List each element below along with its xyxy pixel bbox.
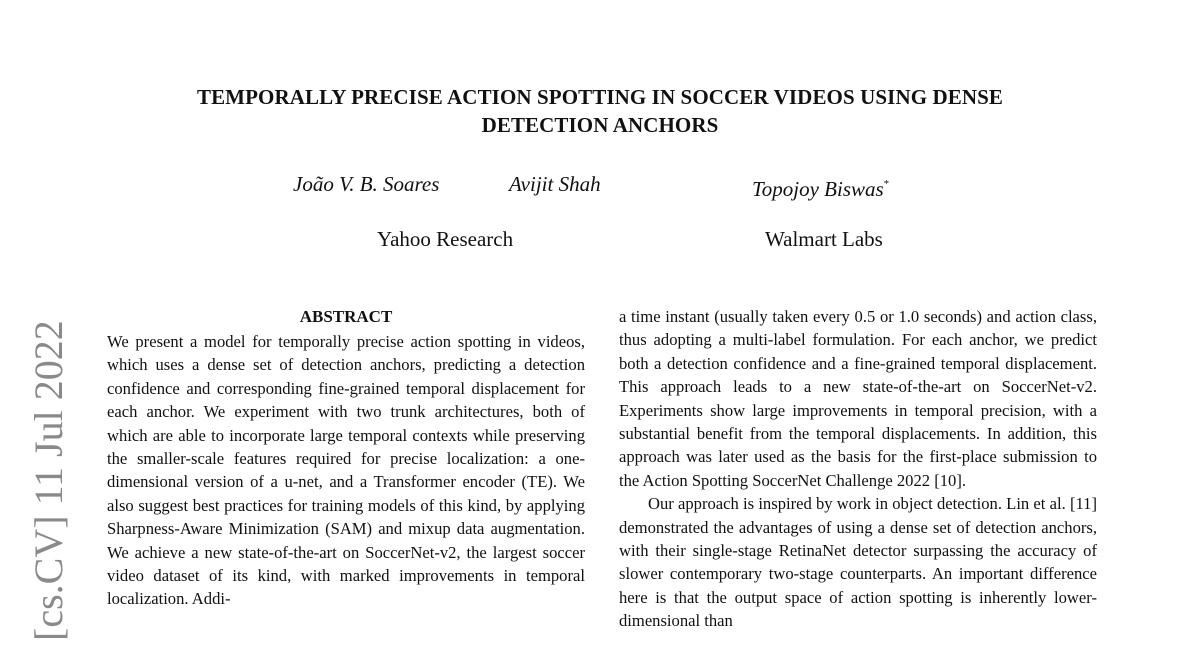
paper-title	[100, 83, 1100, 139]
abstract-text: We present a model for temporally precise action spotting in videos, which uses a dense set of detection anchors, predicting a detection confidence and corresponding fine-grained temporal displacement for each anchor. We experiment with two trunk architectures, both of which are able to incorporate large temporal contexts while preserving the smaller-scale features required for precise localization: a one-dimensional version of a u-net, and a Transformer encoder (TE). We also suggest best practices for training models of this kind, by applying Sharpness-Aware Minimization (SAM) and mixup data augmentation. We achieve a new state-of-the-art on SoccerNet-v2, the largest soccer video dataset of its kind, with marked improvements in temporal localization. Addi-	[107, 332, 585, 609]
paper-title-line-1: TEMPORALLY PRECISE ACTION SPOTTING IN SOCCER VIDEOS USING DENSE	[196, 85, 1004, 109]
left-column	[107, 305, 585, 611]
affiliation-walmart: Walmart Labs	[765, 227, 883, 251]
author-name: João V. B. Soares	[293, 172, 440, 196]
author-name: Avijit Shah	[509, 172, 601, 196]
author-name: Topojoy Biswas	[752, 177, 884, 201]
right-column	[619, 305, 1097, 633]
affiliation-yahoo: Yahoo Research	[377, 227, 514, 251]
author-biswas	[752, 171, 889, 202]
corresponding-author-mark: *	[883, 178, 890, 190]
abstract-heading: ABSTRACT	[299, 307, 393, 326]
paper-title-line-2: DETECTION ANCHORS	[481, 113, 719, 137]
author-shah	[509, 171, 601, 197]
author-soares	[293, 171, 439, 197]
body-paragraph-1: a time instant (usually taken every 0.5 or 1.0 seconds) and action class, thus adopting a multi-label formulation. For each anchor, we predict both a detection confidence and a fine-grained temporal displacement. This approach leads to a new state-of-the-art on SoccerNet-v2. Experiments show large improvements in temporal precision, with a substantial benefit from the temporal displacements. In addition, this approach was later used as the basis for the first-place submission to the Action Spotting SoccerNet Challenge 2022 [10].	[619, 307, 1097, 490]
arxiv-identifier-stamp: [cs.CV] 11 Jul 2022	[26, 320, 71, 641]
body-paragraph-2: Our approach is inspired by work in object detection. Lin et al. [11] demonstrated the advantages of using a dense set of detection anchors, with their single-stage RetinaNet detector surpassing the accuracy of slower contemporary two-stage counterparts. An important difference here is that the output space of action spotting is inherently lower-dimensional than	[619, 494, 1097, 631]
